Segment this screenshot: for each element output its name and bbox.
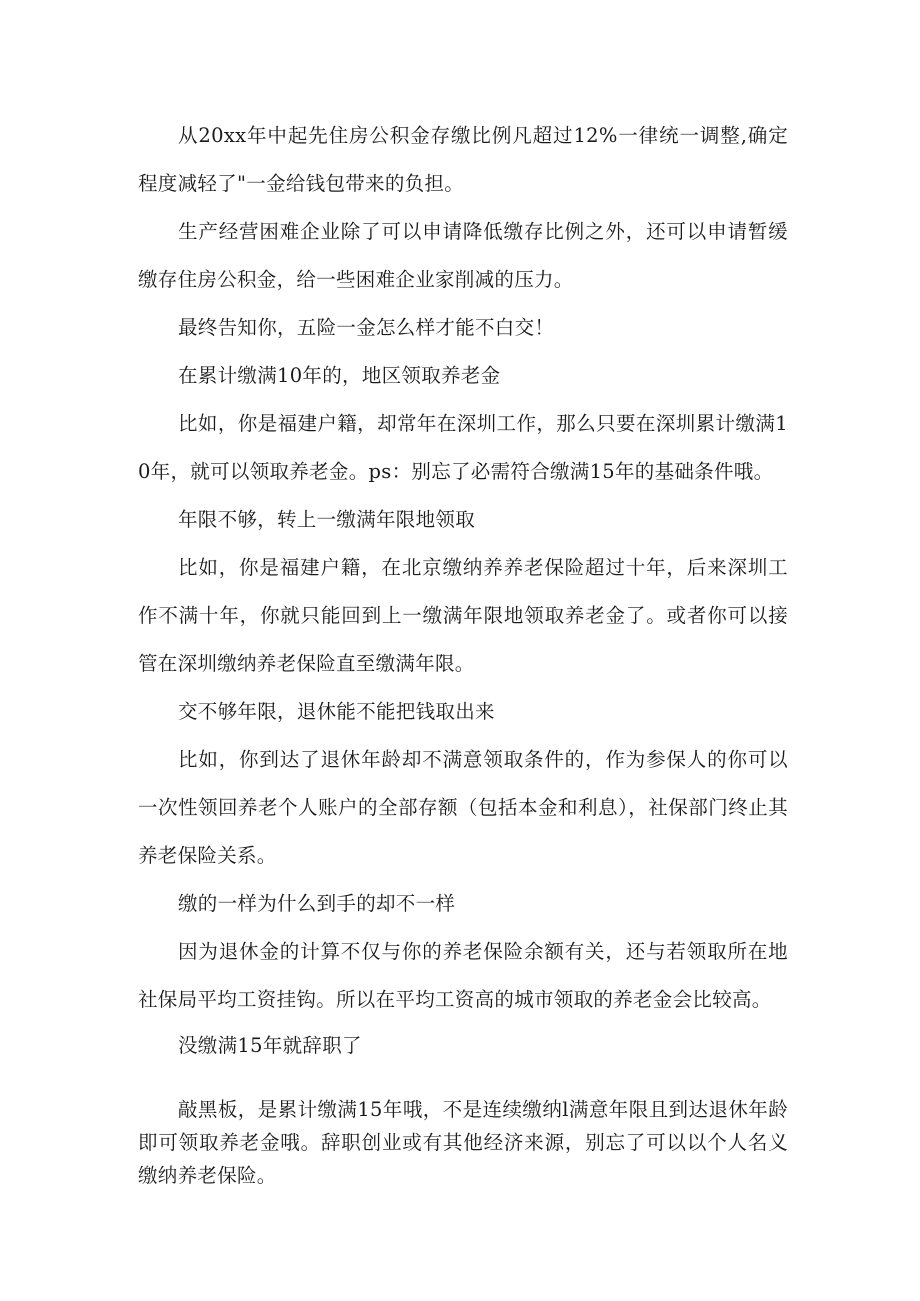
paragraph-beijing-example: 比如，你是福建户籍，在北京缴纳养养老保险超过十年，后来深圳工作不满十年，你就只能回到上一缴满年限地领取养老金了。或者你可以接管在深圳缴纳养老保险直至缴满年限。 (138, 556, 788, 675)
heading-withdraw-at-retirement: 交不够年限，退休能不能把钱取出来 (178, 700, 495, 723)
paragraph-pension-calculation: 因为退休金的计算不仅与你的养老保险余额有关，还与若领取所在地社保局平均工资挂钩。所以在平均工资高的城市领取的养老金会比较高。 (138, 940, 788, 1011)
paragraph-lump-sum-withdrawal: 比如，你到达了退休年龄却不满意领取条件的，作为参保人的你可以一次性领回养老个人账户的全部存额（包括本金和利息），社保部门终止其养老保险关系。 (138, 748, 788, 867)
paragraph-intro-heading: 最终告知你，五险一金怎么样才能不白交！ (178, 316, 555, 339)
heading-insufficient-years-transfer: 年限不够，转上一缴满年限地领取 (178, 508, 476, 531)
paragraph-cumulative-15-years: 敲黑板，是累计缴满15年哦，不是连续缴纳l满意年限且到达退休年龄即可领取养老金哦。辞职创业或有其他经济来源，别忘了可以以个人名义缴纳养老保险。 (138, 1098, 788, 1187)
paragraph-housing-fund-ratio: 从20xx年中起先住房公积金存缴比例凡超过12%一律统一调整,确定程度减轻了"一金给钱包带来的负担。 (138, 124, 788, 195)
paragraph-deferred-payment: 生产经营困难企业除了可以申请降低缴存比例之外，还可以申请暂缓缴存住房公积金，给一些困难企业家削减的压力。 (138, 220, 788, 291)
heading-same-contribution-different-pay: 缴的一样为什么到手的却不一样 (178, 892, 456, 915)
heading-ten-years-region: 在累计缴满10年的，地区领取养老金 (178, 364, 501, 387)
heading-resigned-before-15-years: 没缴满15年就辞职了 (178, 1034, 362, 1057)
paragraph-fujian-shenzhen-example: 比如，你是福建户籍，却常年在深圳工作，那么只要在深圳累计缴满10年，就可以领取养老金。ps：别忘了必需符合缴满15年的基础条件哦。 (138, 412, 788, 483)
